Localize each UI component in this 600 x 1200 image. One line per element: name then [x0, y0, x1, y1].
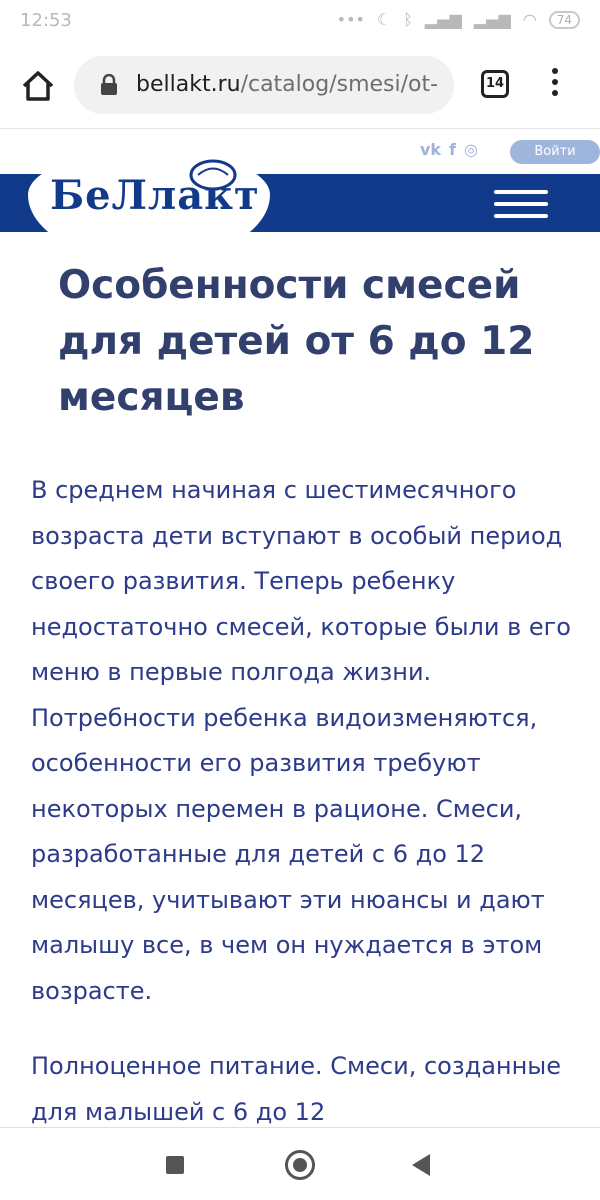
signal-icon: ▂▄▆ [424, 10, 462, 29]
moon-icon: ☾ [376, 10, 392, 29]
signal-icon: ▂▄▆ [473, 10, 511, 29]
site-logo[interactable] [28, 150, 270, 262]
login-button[interactable]: Войти [510, 140, 600, 164]
system-nav-bar [0, 1127, 600, 1200]
dots-icon: ••• [336, 10, 365, 29]
hamburger-menu-icon[interactable] [494, 190, 548, 218]
battery-icon: 74 [549, 11, 580, 29]
article-paragraph: В среднем начиная с шестимесячного возраста дети вступают в особый период своего развития. Теперь ребенку недостаточно смесей, которые были в его меню в первые полгода жизни. Потребности ребенка видоизменяются, особенности его развития требуют некоторых перемен в рационе. Смеси, разработанные для детей с 6 до 12 месяцев, учитывают эти нюансы и дают малышу все, в чем он нуждается в этом возрасте. [31, 476, 571, 1005]
status-bar [0, 0, 600, 44]
page-title: Особенности смесей для детей от 6 до 12 месяцев [58, 263, 535, 420]
home-icon[interactable] [18, 66, 58, 106]
url-text [136, 72, 438, 97]
address-bar[interactable] [74, 56, 454, 114]
vk-icon[interactable]: vk [420, 140, 442, 159]
lock-icon [100, 74, 118, 96]
tab-switcher-button[interactable]: 14 [481, 70, 509, 98]
status-time: 12:53 [20, 10, 72, 31]
facebook-icon[interactable]: f [449, 140, 457, 159]
url-domain: bellakt.ru [136, 72, 241, 97]
logo-text: БеЛлакт [50, 172, 260, 219]
home-circle-icon[interactable] [285, 1150, 315, 1180]
instagram-icon[interactable]: ◎ [464, 140, 479, 159]
url-path: /catalog/smesi/ot- [240, 72, 439, 97]
wifi-icon: ◠ [522, 10, 537, 29]
browser-menu-button[interactable] [548, 68, 562, 104]
recents-icon[interactable] [166, 1156, 184, 1174]
back-icon[interactable] [412, 1154, 430, 1176]
article-paragraph: Полноценное питание. Смеси, созданные для малышей с 6 до 12 [31, 1052, 562, 1126]
status-icons [337, 10, 580, 29]
bluetooth-icon: ᛒ [403, 10, 413, 29]
social-links [420, 140, 478, 159]
browser-toolbar [0, 44, 600, 129]
